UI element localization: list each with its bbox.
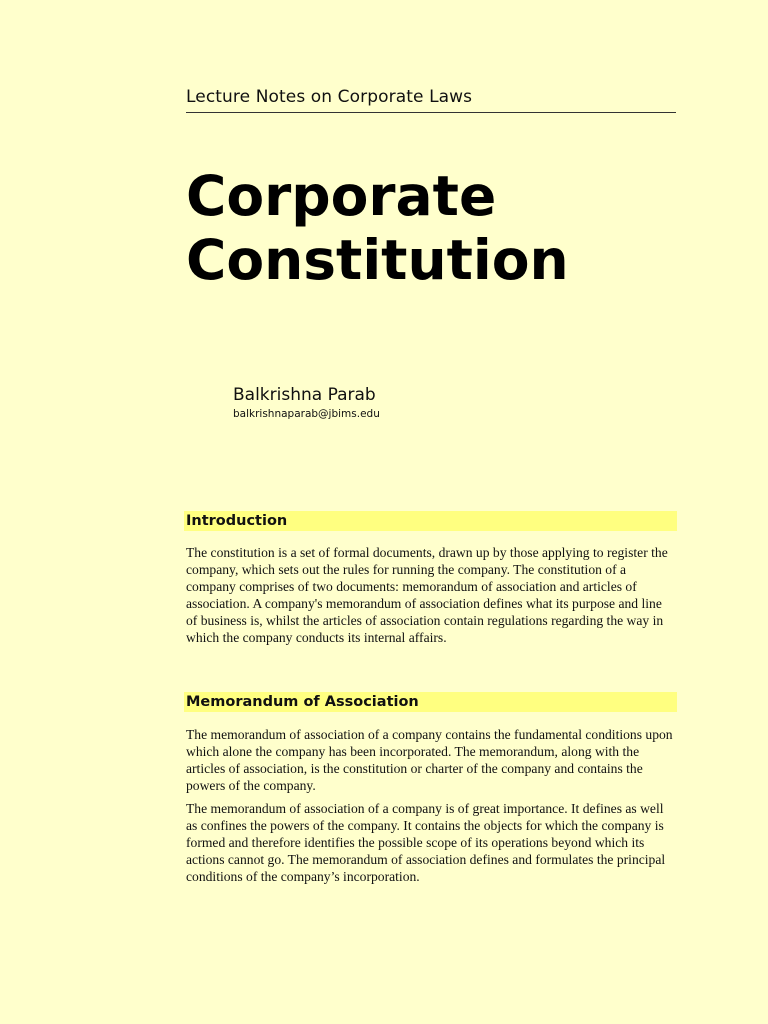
series-header: Lecture Notes on Corporate Laws	[186, 84, 676, 113]
title-line-1: Corporate	[186, 164, 497, 228]
author-name: Balkrishna Parab	[233, 385, 376, 405]
paragraph-memorandum-1: The memorandum of association of a company contains the fundamental conditions upon which alone the company has been incorporated. The memorandum, along with the articles of association, is the constitution or charter of the company and contains the powers of the company.	[186, 727, 673, 793]
paragraph-memorandum-2: The memorandum of association of a company is of great importance. It defines as well as confines the powers of the company. It contains the objects for which the company is formed and therefore identifies the possible scope of its operations beyond which its actions cannot go. The memorandum of association defines and formulates the principal conditions of the company’s incorporation.	[186, 801, 666, 884]
document-title	[186, 164, 706, 292]
section-heading-introduction: Introduction	[184, 511, 677, 531]
paragraph-introduction: The constitution is a set of formal documents, drawn up by those applying to register the company, which sets out the rules for running the company. The constitution of a company comprises of two documents: memorandum of association and articles of association. A company's memorandum of association defines what its purpose and line of business is, whilst the articles of association contain regulations regarding the way in which the company conducts its internal affairs.	[186, 545, 668, 645]
author-email: balkrishnaparab@jbims.edu	[233, 408, 380, 420]
section-heading-memorandum: Memorandum of Association	[184, 692, 677, 712]
title-line-2: Constitution	[186, 228, 569, 292]
